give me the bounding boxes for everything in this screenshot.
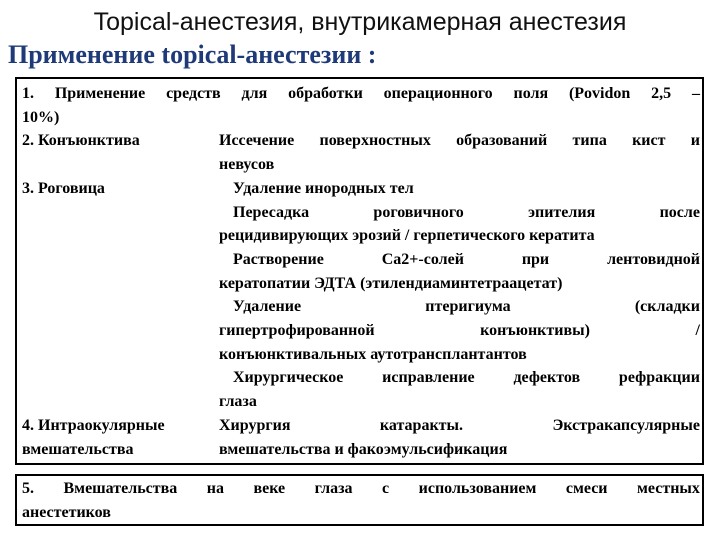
slide-title: Topical-анестезия, внутрикамерная анестезия [93, 8, 627, 36]
row3-label: 3. Роговица [22, 179, 105, 197]
row3-item4-line1: Удаление птеригиума (складки [233, 298, 700, 316]
row3-item5-line1: Хирургическое исправление дефектов рефракции [233, 369, 700, 387]
row3-item5-line2: глаза [219, 393, 257, 411]
row2-label: 2. Конъюнктива [22, 132, 140, 150]
row1-line1: 1. Применение средств для обработки операционного поля (Povidon 2,5 – [22, 85, 700, 102]
applications-table [15, 77, 704, 465]
row4-line2: вмешательства и факоэмульсификация [219, 440, 508, 458]
row3-item3-line2: кератопатии ЭДТА (этилендиаминтетраацетат) [219, 274, 563, 292]
row1-line2: 10%) [22, 108, 60, 126]
row2-line1: Иссечение поверхностных образований типа кист и [219, 132, 700, 150]
row4-line1: Хирургия катаракты. Экстракапсулярные [219, 416, 700, 434]
row3-item2-line1: Пересадка роговичного эпителия после [233, 203, 700, 221]
row3-item2-line2: рецидивирующих эрозий / герпетического кератита [219, 227, 595, 245]
eyelid-interventions-box [15, 474, 704, 526]
footer-line1: 5. Вмешательства на веке глаза с использованием смеси местных [22, 480, 700, 497]
row2-line2: невусов [219, 156, 275, 174]
row4-label-line2: вмешательства [22, 440, 134, 458]
row3-item4-line3: конъюнктивальных аутотрансплантантов [219, 345, 527, 363]
row3-item4-line2: гипертрофированной конъюнктивы) / [219, 322, 700, 339]
row3-item3-line1: Растворение Ca2+-солей при лентовидной [233, 250, 700, 268]
row4-label-line1: 4. Интраокулярные [22, 416, 165, 434]
slide-subtitle: Применение topical-анестезии : [8, 40, 377, 69]
row3-item1: Удаление инородных тел [233, 179, 414, 197]
footer-line2: анестетиков [22, 503, 111, 521]
